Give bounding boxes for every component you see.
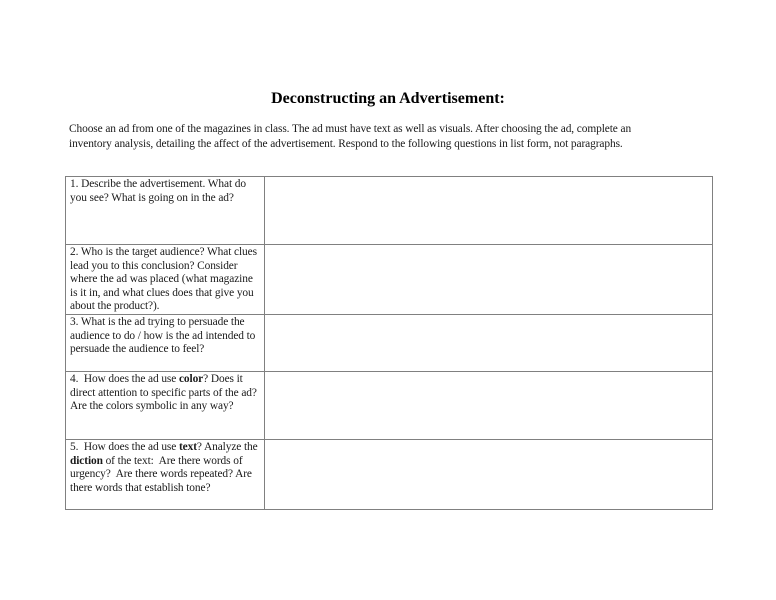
table-row: [66, 314, 713, 371]
table-row: [66, 177, 713, 245]
question-cell: [66, 439, 265, 509]
instructions-line-2: inventory analysis, detailing the affect of the advertisement. Respond to the following questions in list form, not paragraphs.: [69, 137, 623, 150]
table-row: [66, 439, 713, 509]
question-text: 2. Who is the target audience? What clues lead you to this conclusion? Consider where the ad was placed (what magazine is it in, and what clues does that give you about the product?).: [70, 246, 260, 313]
question-text: 1. Describe the advertisement. What do you see? What is going on in the ad?: [70, 178, 249, 204]
question-text: 4. How does the ad use: [70, 372, 179, 385]
question-keyword-diction: diction: [70, 454, 103, 467]
question-cell: [66, 314, 265, 371]
question-text: 3. What is the ad trying to persuade the audience to do / how is the ad intended to persuade the audience to feel?: [70, 315, 259, 356]
table-row: [66, 245, 713, 315]
question-keyword-text: text: [178, 440, 197, 453]
question-text: ? Analyze the: [196, 440, 261, 453]
table-row: [66, 371, 713, 439]
answer-cell[interactable]: [265, 177, 713, 245]
answer-cell[interactable]: [265, 245, 713, 315]
answer-cell[interactable]: [265, 439, 713, 509]
instructions-line-1: Choose an ad from one of the magazines in class. The ad must have text as well as visuals. After choosing the ad, complete an: [69, 123, 632, 135]
question-cell: [66, 177, 265, 245]
answer-cell[interactable]: [265, 314, 713, 371]
questions-table: [65, 176, 713, 510]
question-text: ? Does it direct attention to specific parts of the ad? Are the colors symbolic in any way?: [70, 372, 262, 413]
instructions-paragraph: [69, 122, 719, 151]
page-title: Deconstructing an Advertisement:: [271, 90, 505, 107]
question-text: 5. How does the ad use: [70, 440, 179, 453]
question-text: of the text: Are there words of urgency? Are there words repeated? Are there words that establish tone?: [70, 454, 255, 494]
question-keyword-color: color: [178, 372, 204, 385]
question-cell: [66, 245, 265, 315]
question-cell: [66, 371, 265, 439]
answer-cell[interactable]: [265, 371, 713, 439]
